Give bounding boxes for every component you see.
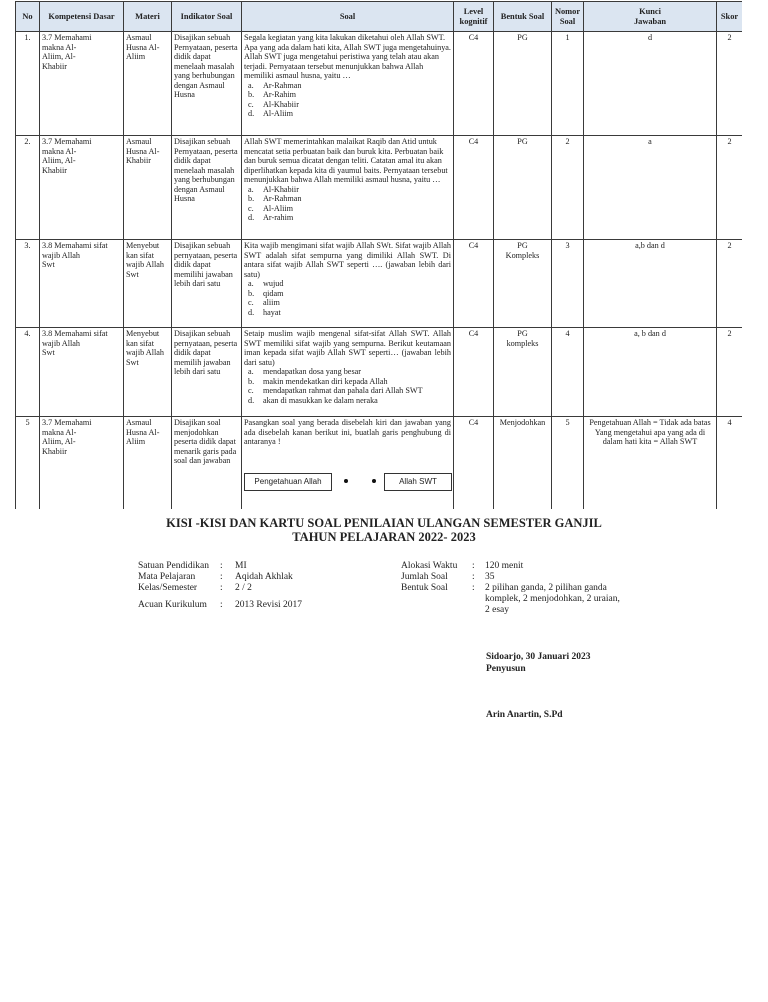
- info-alokasi-value: 120 menit: [485, 561, 524, 571]
- cell-bentuk: PG: [494, 136, 552, 240]
- info-bentuk-value-line3: 2 esay: [485, 605, 510, 615]
- cell-soal: [242, 417, 454, 510]
- header-soal: Soal: [242, 2, 454, 32]
- info-satuan: [138, 561, 247, 572]
- soal-text: Allah SWT memerintahkan malaikat Raqib dan Atid untuk mencatat setia perbuatan baik dan buruk kita. Perbuatan baik dan buruk semua dicatat dengan teliti. Catatan amal itu akan diperlihatkan kepada kita di yaumul baits. Pernyataan tersebut menunjukkan bahwa Allah memiliki asmaul husna, yaitu …: [244, 137, 448, 184]
- option-c: c. mendapatkan rahmat dan pahala dari Allah SWT: [248, 386, 423, 395]
- header-bentuk-soal: Bentuk Soal: [494, 2, 552, 32]
- soal-text: Pasangkan soal yang berada disebelah kiri dan jawaban yang ada disebelah kanan berikut ini, buatlah garis penghubung di antaranya !: [244, 418, 451, 446]
- cell-soal: [242, 240, 454, 328]
- table-row: [16, 328, 743, 417]
- cell-materi: Asmaul Husna Al-Aliim: [124, 417, 172, 510]
- header-materi: Materi: [124, 2, 172, 32]
- bentuk-line1: PG: [517, 329, 528, 338]
- signature-place-date: Sidoarjo, 30 Januari 2023: [486, 652, 591, 662]
- cell-indikator: Disajikan sebuah pernyataan, peserta didik dapat memilih jawaban lebih dari satu: [172, 328, 242, 417]
- option-a: a. mendapatkan dosa yang besar: [248, 367, 361, 376]
- cell-skor: 2: [717, 32, 743, 136]
- info-kurikulum-value: 2013 Revisi 2017: [235, 600, 303, 610]
- cell-level: C4: [454, 32, 494, 136]
- document-title-line1: KISI -KISI DAN KARTU SOAL PENILAIAN ULANGAN SEMESTER GANJIL: [166, 516, 602, 530]
- info-kurikulum: [138, 600, 302, 611]
- cell-kunci: d: [584, 32, 717, 136]
- cell-skor: 2: [717, 328, 743, 417]
- cell-materi: Asmaul Husna Al-Aliim: [124, 32, 172, 136]
- info-kurikulum-label: Acuan Kurikulum: [138, 600, 207, 610]
- cell-bentuk: PG: [494, 32, 552, 136]
- cell-bentuk: [494, 328, 552, 417]
- info-kelas: [138, 583, 252, 594]
- header-kunci-line2: Jawaban: [633, 16, 667, 26]
- cell-no: 3.: [16, 240, 40, 328]
- cell-indikator: Disajikan sebuah Pernyataan, peserta didik dapat menelaah masalah yang berhubungan dengan Asmaul Husna: [172, 32, 242, 136]
- cell-materi: Menyebut kan sifat wajib Allah Swt: [124, 328, 172, 417]
- cell-materi: Menyebut kan sifat wajib Allah Swt: [124, 240, 172, 328]
- option-a: a. Al-Khabiir: [248, 184, 299, 194]
- cell-skor: 4: [717, 417, 743, 510]
- cell-kunci: Pengetahuan Allah = Tidak ada batas Yang mengetahui apa yang ada di dalam hati kita = Allah SWT: [584, 417, 717, 510]
- info-satuan-label: Satuan Pendidikan: [138, 561, 209, 571]
- soal-text: Setaip muslim wajib mengenal sifat-sifat Allah SWT. Allah SWT memiliki sifat wajib yang sempurna. Berikut keutamaan iman kepada sifat wajib Allah SWT seperti… (jawaban lebih dari satu): [244, 329, 451, 367]
- info-alokasi: [401, 561, 523, 572]
- header-indikator-soal: Indikator Soal: [172, 2, 242, 32]
- header-kunci-line1: Kunci: [639, 7, 661, 16]
- cell-skor: 2: [717, 136, 743, 240]
- option-c: c. Al-Khabiir: [248, 99, 299, 109]
- cell-no: 5: [16, 417, 40, 510]
- info-mapel-value: Aqidah Akhlak: [235, 572, 293, 582]
- info-jumlah: [401, 572, 495, 583]
- info-bentuk: [401, 583, 607, 594]
- info-bentuk-value-line1: 2 pilihan ganda, 2 pilihan ganda: [485, 583, 607, 593]
- info-bentuk-label: Bentuk Soal: [401, 583, 448, 593]
- colon: :: [220, 600, 223, 610]
- cell-kompetensi-dasar: 3.7 Memahami makna Al- Aliim, Al- Khabiir: [40, 136, 124, 240]
- cell-bentuk: [494, 240, 552, 328]
- kisi-table-container: [15, 1, 742, 509]
- header-kunci-jawaban: [584, 2, 717, 32]
- cell-no: 4.: [16, 328, 40, 417]
- info-satuan-value: MI: [235, 561, 247, 571]
- cell-no: 1.: [16, 32, 40, 136]
- header-no: No: [16, 2, 40, 32]
- match-left-dot[interactable]: [344, 479, 348, 483]
- cell-kunci: a, b dan d: [584, 328, 717, 417]
- info-jumlah-value: 35: [485, 572, 495, 582]
- cell-level: C4: [454, 136, 494, 240]
- colon: :: [472, 583, 475, 593]
- cell-nomor: 5: [552, 417, 584, 510]
- cell-nomor: 4: [552, 328, 584, 417]
- cell-kunci: a,b dan d: [584, 240, 717, 328]
- match-left-box: Pengetahuan Allah: [244, 473, 332, 491]
- cell-level: C4: [454, 240, 494, 328]
- cell-level: C4: [454, 328, 494, 417]
- cell-indikator: Disajikan sebuah pernyataan, peserta didik dapat memilihi jawaban lebih dari satu: [172, 240, 242, 328]
- header-level-kognitif: Level kognitif: [454, 2, 494, 32]
- cell-nomor: 1: [552, 32, 584, 136]
- table-row: [16, 417, 743, 510]
- info-alokasi-label: Alokasi Waktu: [401, 561, 458, 571]
- cell-soal: [242, 32, 454, 136]
- table-header-row: [16, 2, 743, 32]
- cell-no: 2.: [16, 136, 40, 240]
- option-d: d. hayat: [248, 307, 281, 317]
- header-nomor-soal: Nomor Soal: [552, 2, 584, 32]
- colon: :: [220, 583, 223, 593]
- table-row: [16, 136, 743, 240]
- option-c: c. aliim: [248, 298, 280, 307]
- colon: :: [220, 561, 223, 571]
- option-b: b. Ar-Rahman: [248, 194, 302, 203]
- bentuk-line2: kompleks: [506, 338, 539, 348]
- match-right-dot[interactable]: [372, 479, 376, 483]
- header-kompetensi-dasar: Kompetensi Dasar: [40, 2, 124, 32]
- matching-pair: [244, 469, 451, 495]
- header-skor: Skor: [717, 2, 743, 32]
- info-kelas-value: 2 / 2: [235, 583, 252, 593]
- colon: :: [472, 561, 475, 571]
- cell-kunci: a: [584, 136, 717, 240]
- colon: :: [220, 572, 223, 582]
- option-a: a. wujud: [248, 279, 284, 288]
- match-right-box: Allah SWT: [384, 473, 452, 491]
- info-mapel-label: Mata Pelajaran: [138, 572, 196, 582]
- option-c: c. Al-Aliim: [248, 203, 294, 213]
- kisi-table: [15, 1, 742, 509]
- option-b: b. Ar-Rahim: [248, 90, 297, 99]
- bentuk-line2: Kompleks: [505, 250, 540, 260]
- cell-kompetensi-dasar: 3.8 Memahami sifat wajib Allah Swt: [40, 328, 124, 417]
- cell-indikator: Disajikan soal menjodohkan peserta didik dapat menarik garis pada soal dan jawaban: [172, 417, 242, 510]
- signature-role: Penyusun: [486, 664, 526, 674]
- table-row: [16, 32, 743, 136]
- soal-text: Kita wajib mengimani sifat wajib Allah SWt. Sifat wajib Allah SWT adalah sifat sempurna yang dimiliki Allah SWT. Di antara sifat wajib Allah SWT seperti …. (jawaban lebih dari satu): [244, 241, 451, 279]
- cell-kompetensi-dasar: 3.7 Memahami makna Al- Aliim, Al- Khabiir: [40, 32, 124, 136]
- cell-soal: [242, 136, 454, 240]
- cell-materi: Asmaul Husna Al-Khabiir: [124, 136, 172, 240]
- info-mapel: [138, 572, 293, 583]
- option-b: b. qidam: [248, 288, 284, 298]
- signature-name: Arin Anartin, S.Pd: [486, 710, 563, 720]
- cell-nomor: 2: [552, 136, 584, 240]
- cell-bentuk: Menjodohkan: [494, 417, 552, 510]
- cell-kompetensi-dasar: 3.7 Memahami makna Al- Aliim, Al- Khabiir: [40, 417, 124, 510]
- cell-level: C4: [454, 417, 494, 510]
- document-title-line2: TAHUN PELAJARAN 2022- 2023: [292, 530, 476, 544]
- info-bentuk-value-line2: komplek, 2 menjodohkan, 2 uraian,: [485, 594, 620, 604]
- cell-soal: [242, 328, 454, 417]
- cell-indikator: Disajikan sebuah Pernyataan, peserta didik dapat menelaah masalah yang berhubungan dengan Asmaul Husna: [172, 136, 242, 240]
- option-d: d. akan di masukkan ke dalam neraka: [248, 395, 378, 405]
- table-row: [16, 240, 743, 328]
- info-kelas-label: Kelas/Semester: [138, 583, 198, 593]
- cell-skor: 2: [717, 240, 743, 328]
- option-b: b. makin mendekatkan diri kepada Allah: [248, 376, 388, 386]
- option-d: d. Al-Aliim: [248, 109, 294, 118]
- option-a: a. Ar-Rahman: [248, 80, 302, 90]
- option-d: d. Ar-rahim: [248, 213, 294, 222]
- cell-nomor: 3: [552, 240, 584, 328]
- info-jumlah-label: Jumlah Soal: [401, 572, 448, 582]
- colon: :: [472, 572, 475, 582]
- bentuk-line1: PG: [517, 241, 528, 250]
- soal-text: Segala kegiatan yang kita lakukan diketahui oleh Allah SWT. Apa yang ada dalam hati kita, Allah SWT juga mengetahuinya. Allah SWT juga mengetahui peristiwa yang telah atau akan terjadi. Pernyataan tersebut menunjukkan bahwa Allah memiliki asmaul husna, yaitu …: [244, 33, 451, 80]
- cell-kompetensi-dasar: 3.8 Memahami sifat wajib Allah Swt: [40, 240, 124, 328]
